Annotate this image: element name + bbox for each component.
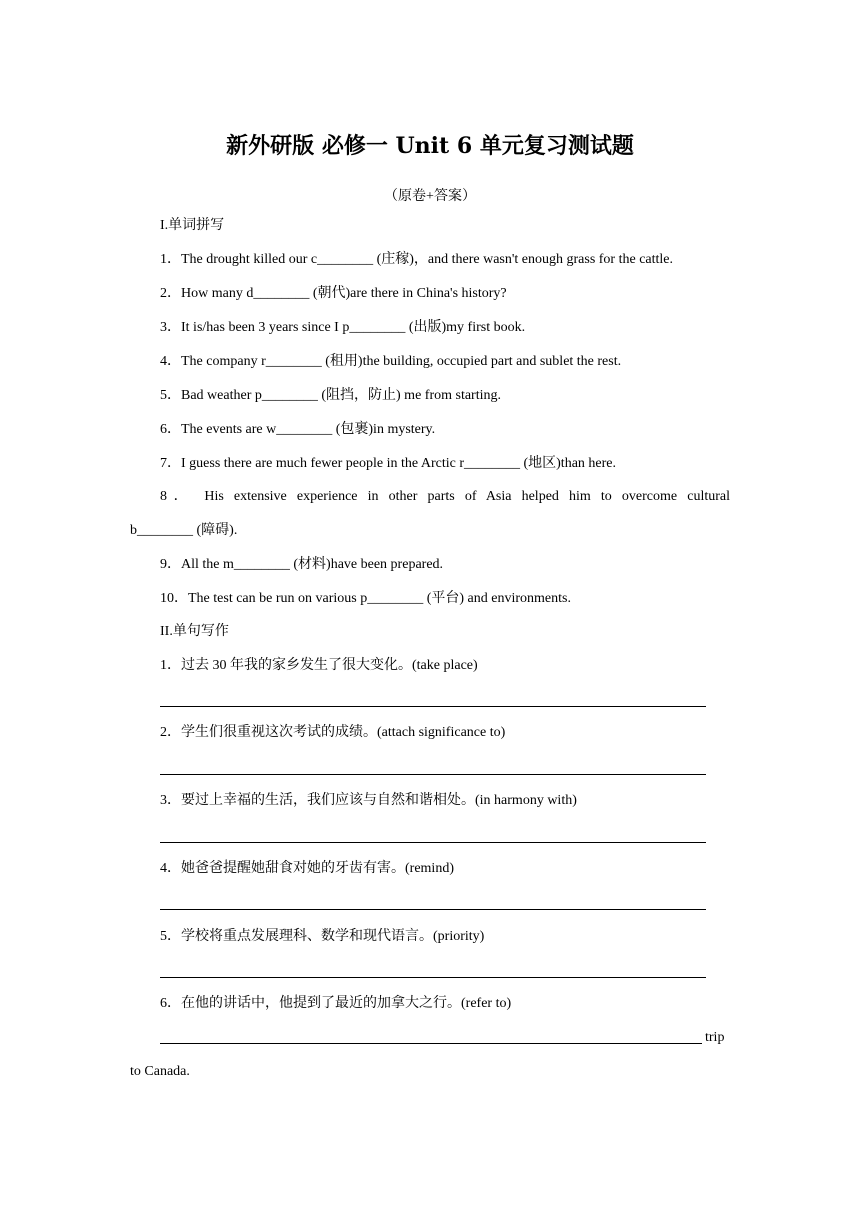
question-item: 9．All the m________ (材料)have been prepared. [160,557,444,572]
question-item: 3．It is/has been 3 years since I p________ (出版)my first book. [160,320,526,335]
answer-line-suffix: trip [705,1030,725,1045]
answer-line [160,1043,702,1044]
question-item: 10．The test can be run on various p________ (平台) and environments. [160,591,571,606]
page-title: 新外研版 必修一 Unit 6 单元复习测试题 [226,133,634,159]
answer-line [160,977,706,978]
question-item: 6．The events are w________ (包裹)in mystery. [160,422,436,437]
answer-line [160,842,706,843]
answer-line [160,909,706,910]
question-item: 2．How many d________ (朝代)are there in China's history? [160,286,507,301]
translation-item: 1．过去 30 年我的家乡发生了很大变化。(take place) [160,658,478,673]
translation-item: 2．学生们很重视这次考试的成绩。(attach significance to) [160,725,506,740]
translation-item: 5．学校将重点发展理科、数学和现代语言。(priority) [160,929,485,944]
translation-item: 6．在他的讲话中，他提到了最近的加拿大之行。(refer to) [160,996,512,1011]
question-item: 8． His extensive experience in other parts of Asia helped him to overcome cultural [160,489,730,504]
answer-line [160,774,706,775]
question-item: 7．I guess there are much fewer people in the Arctic r________ (地区)than here. [160,456,617,471]
question-item: 4．The company r________ (租用)the building, occupied part and sublet the rest. [160,354,622,369]
page-subtitle: （原卷+答案） [384,189,476,204]
section-heading-sentence-writing: II.单句写作 [160,624,229,639]
question-item: 5．Bad weather p________ (阻挡，防止) me from starting. [160,388,501,403]
section-heading-word-spelling: I.单词拼写 [160,218,225,233]
translation-item: 3．要过上幸福的生活，我们应该与自然和谐相处。(in harmony with) [160,793,577,808]
answer-line [160,706,706,707]
question-item-continuation: b________ (障碍). [130,523,238,538]
question-item: 1．The drought killed our c________ (庄稼)，and there wasn't enough grass for the cattle. [160,252,674,267]
answer-line-continuation: to Canada. [130,1064,190,1079]
translation-item: 4．她爸爸提醒她甜食对她的牙齿有害。(remind) [160,861,454,876]
